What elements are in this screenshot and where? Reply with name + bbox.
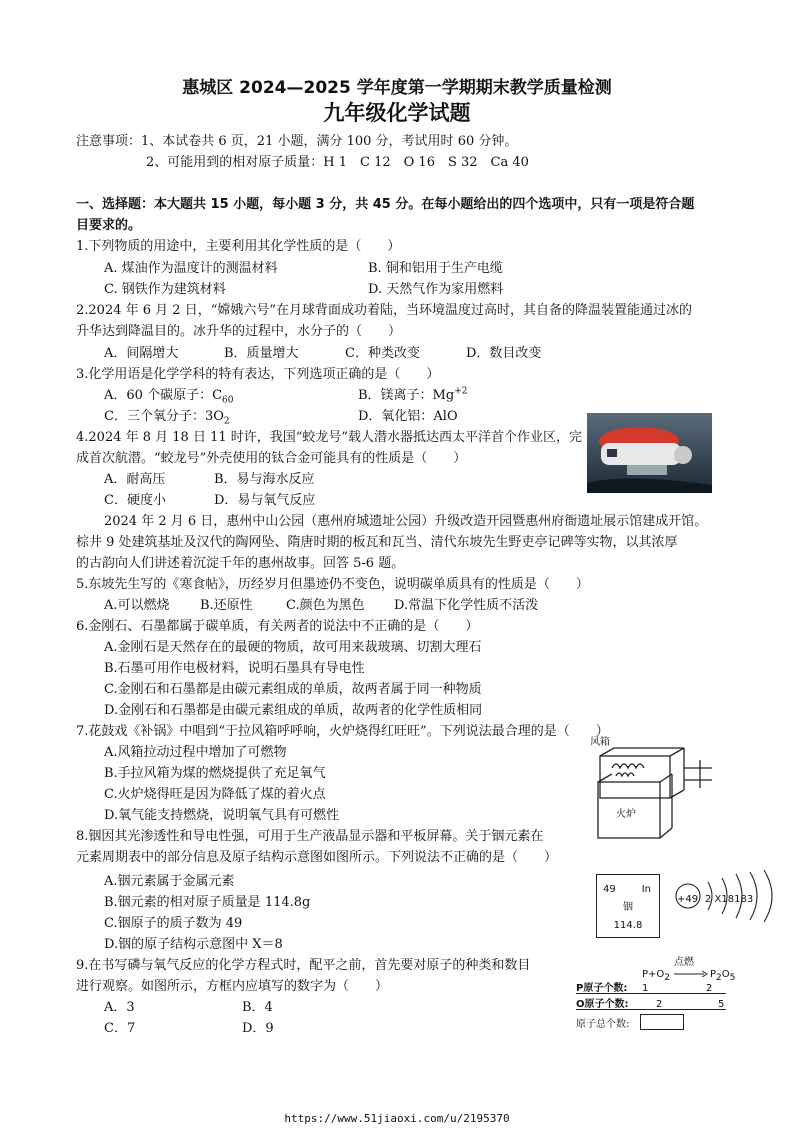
q9-option-c: C．7	[104, 1021, 136, 1036]
q1-option-a: A. 煤油作为温度计的测温材料	[104, 261, 278, 276]
q7-option-b: B.手拉风箱为煤的燃烧提供了充足氧气	[104, 766, 326, 781]
passage-line-1: 2024 年 2 月 6 日，惠州中山公园（惠州府城遗址公园）升级改造开园暨惠州府衙遗址展示馆建成开馆。	[104, 514, 708, 529]
total-atom-count-label: 原子总个数:	[576, 1019, 630, 1030]
indium-name: 铟	[623, 902, 633, 913]
p-atom-count-left: 1	[642, 983, 649, 994]
q8-stem-2: 元素周期表中的部分信息及原子结构示意图如图所示。下列说法不正确的是（ ）	[76, 850, 558, 865]
q8-option-d: D.铟的原子结构示意图中 X＝8	[104, 937, 283, 952]
indium-atomic-number: 49	[603, 884, 616, 895]
q9-stem-2: 进行观察。如图所示，方框内应填写的数字为（ ）	[76, 979, 389, 994]
q2-option-c: C．种类改变	[345, 346, 420, 361]
q3-option-b: B．镁离子：$Mg^{+2}$	[358, 386, 468, 403]
q6-stem: 6.金刚石、石墨都属于碳单质，有关两者的说法中不正确的是（ ）	[76, 619, 479, 634]
q5-stem: 5.东坡先生写的《寒食帖》，历经岁月但墨迹仍不变色，说明碳单质具有的性质是（ ）	[76, 577, 589, 592]
q6-option-b: B.石墨可用作电极材料，说明石墨具有导电性	[104, 661, 365, 676]
q6-option-a: A.金刚石是天然存在的最硬的物质，故可用来裁玻璃、切割大理石	[104, 640, 482, 655]
q8-option-b: B.铟元素的相对原子质量是 114.8g	[104, 895, 311, 910]
indium-element-cell	[596, 874, 660, 938]
q9-option-d: D．9	[242, 1021, 274, 1036]
q9-option-a: A．3	[104, 1000, 135, 1015]
answer-box[interactable]	[640, 1014, 684, 1030]
stove-label: 火炉	[616, 809, 636, 820]
q6-option-d: D.金刚石和石墨都是由碳元素组成的单质，故两者的化学性质相同	[104, 703, 483, 718]
indium-symbol: In	[641, 884, 651, 895]
q4-option-a: A．耐高压	[104, 472, 166, 487]
equation-atom-count-figure	[576, 956, 736, 1030]
q3-option-c: C．三个氧分子：$3O_2$	[104, 409, 230, 427]
q2-stem-2: 升华达到降温目的。冰升华的过程中，水分子的（ ）	[76, 324, 402, 339]
reaction-condition: 点燃	[674, 957, 694, 968]
indium-atomic-mass: 114.8	[613, 920, 643, 931]
q8-option-c: C.铟原子的质子数为 49	[104, 916, 243, 931]
q4-stem-1: 4.2024 年 8 月 18 日 11 时许，我国“蛟龙号”载人潜水器抵达西太平洋首个作业区，完	[76, 430, 583, 445]
footer-url[interactable]: https://www.51jiaoxi.com/u/2195370	[284, 1112, 510, 1125]
equation-product: $P_2O_5$	[710, 969, 736, 983]
atom-nucleus: +49	[677, 894, 699, 905]
q1-stem: 1.下列物质的用途中，主要利用其化学性质的是（ ）	[76, 239, 401, 254]
o-atom-count-left: 2	[656, 999, 663, 1010]
notes-line-2: 2、可能用到的相对原子质量：H 1 C 12 O 16 S 32 Ca 40	[146, 155, 529, 170]
section-heading: 一、选择题：本大题共 15 小题，每小题 3 分，共 45 分。在每小题给出的四个选项中，只有一项是符合题	[76, 197, 695, 212]
bellows-stove-figure	[588, 738, 718, 842]
exam-subtitle: 九年级化学试题	[323, 101, 471, 125]
q9-option-b: B．4	[242, 1000, 273, 1015]
exam-title: 惠城区 2024—2025 学年度第一学期期末教学质量检测	[182, 78, 612, 98]
reaction-arrow	[674, 970, 708, 978]
q4-option-c: C．硬度小	[104, 493, 166, 508]
q4-option-d: D．易与氧气反应	[214, 493, 316, 508]
indium-atom-diagram	[672, 868, 782, 924]
q7-option-c: C.火炉烧得旺是因为降低了煤的着火点	[104, 787, 326, 802]
q7-stem: 7.花鼓戏《补锅》中唱到“于拉风箱呼呼响，火炉烧得红旺旺”。下列说法最合理的是（ ）	[76, 724, 609, 739]
q2-option-d: D．数目改变	[466, 346, 542, 361]
q5-option-b: B.还原性	[200, 598, 253, 613]
q1-option-b: B. 铜和铝用于生产电缆	[368, 261, 503, 276]
q3-option-d: D．氧化铝：AlO	[358, 409, 458, 424]
passage-line-2: 棕井 9 处建筑基址及汉代的陶网坠、隋唐时期的板瓦和瓦当、清代东坡先生野吏亭记碑等实物，以其浓厚	[76, 535, 678, 550]
q7-option-a: A.风箱拉动过程中增加了可燃物	[104, 745, 287, 760]
q4-option-b: B．易与海水反应	[214, 472, 315, 487]
q1-option-c: C. 钢铁作为建筑材料	[104, 282, 226, 297]
atom-electron-shells: 2 X18183	[705, 894, 754, 905]
o-atom-count-label: O原子个数:	[576, 999, 629, 1010]
q1-option-d: D. 天然气作为家用燃料	[368, 282, 504, 297]
submarine-image	[587, 413, 712, 493]
q8-option-a: A.铟元素属于金属元素	[104, 874, 235, 889]
q6-option-c: C.金刚石和石墨都是由碳元素组成的单质，故两者属于同一种物质	[104, 682, 482, 697]
q2-stem-1: 2.2024 年 6 月 2 日，“嫦娥六号”在月球背面成功着陆，当环境温度过高时，其自备的降温装置能通过冰的	[76, 303, 692, 318]
q9-stem-1: 9.在书写磷与氧气反应的化学方程式时，配平之前，首先要对原子的种类和数目	[76, 958, 531, 973]
q8-stem-1: 8.铟因其光渗透性和导电性强，可用于生产液晶显示器和平板屏幕。关于铟元素在	[76, 829, 544, 844]
equation-reactants: $P+O_2$	[642, 969, 671, 983]
q5-option-c: C.颜色为黑色	[286, 598, 365, 613]
q4-stem-2: 成首次航潜。“蛟龙号”外壳使用的钛合金可能具有的性质是（ ）	[76, 451, 467, 466]
q7-option-d: D.氧气能支持燃烧，说明氧气具有可燃性	[104, 808, 340, 823]
passage-line-3: 的古韵向人们讲述着沉淀千年的惠州故事。回答 5-6 题。	[76, 556, 405, 571]
section-heading-cont: 目要求的。	[76, 218, 142, 233]
q3-stem: 3.化学用语是化学学科的特有表达，下列选项正确的是（ ）	[76, 367, 440, 382]
q5-option-d: D.常温下化学性质不活泼	[394, 598, 539, 613]
o-atom-count-right: 5	[718, 999, 725, 1010]
bellows-label: 风箱	[590, 737, 610, 748]
p-atom-count-label: P原子个数:	[576, 983, 628, 994]
q2-option-a: A．间隔增大	[104, 346, 179, 361]
notes-line-1: 注意事项：1、本试卷共 6 页，21 小题，满分 100 分，考试用时 60 分钟。	[76, 134, 518, 149]
q3-option-a: A．60 个碳原子：$C_{60}$	[104, 388, 234, 406]
q5-option-a: A.可以燃烧	[104, 598, 170, 613]
divider-line-2	[576, 1009, 726, 1010]
q2-option-b: B．质量增大	[224, 346, 299, 361]
p-atom-count-right: 2	[706, 983, 713, 994]
